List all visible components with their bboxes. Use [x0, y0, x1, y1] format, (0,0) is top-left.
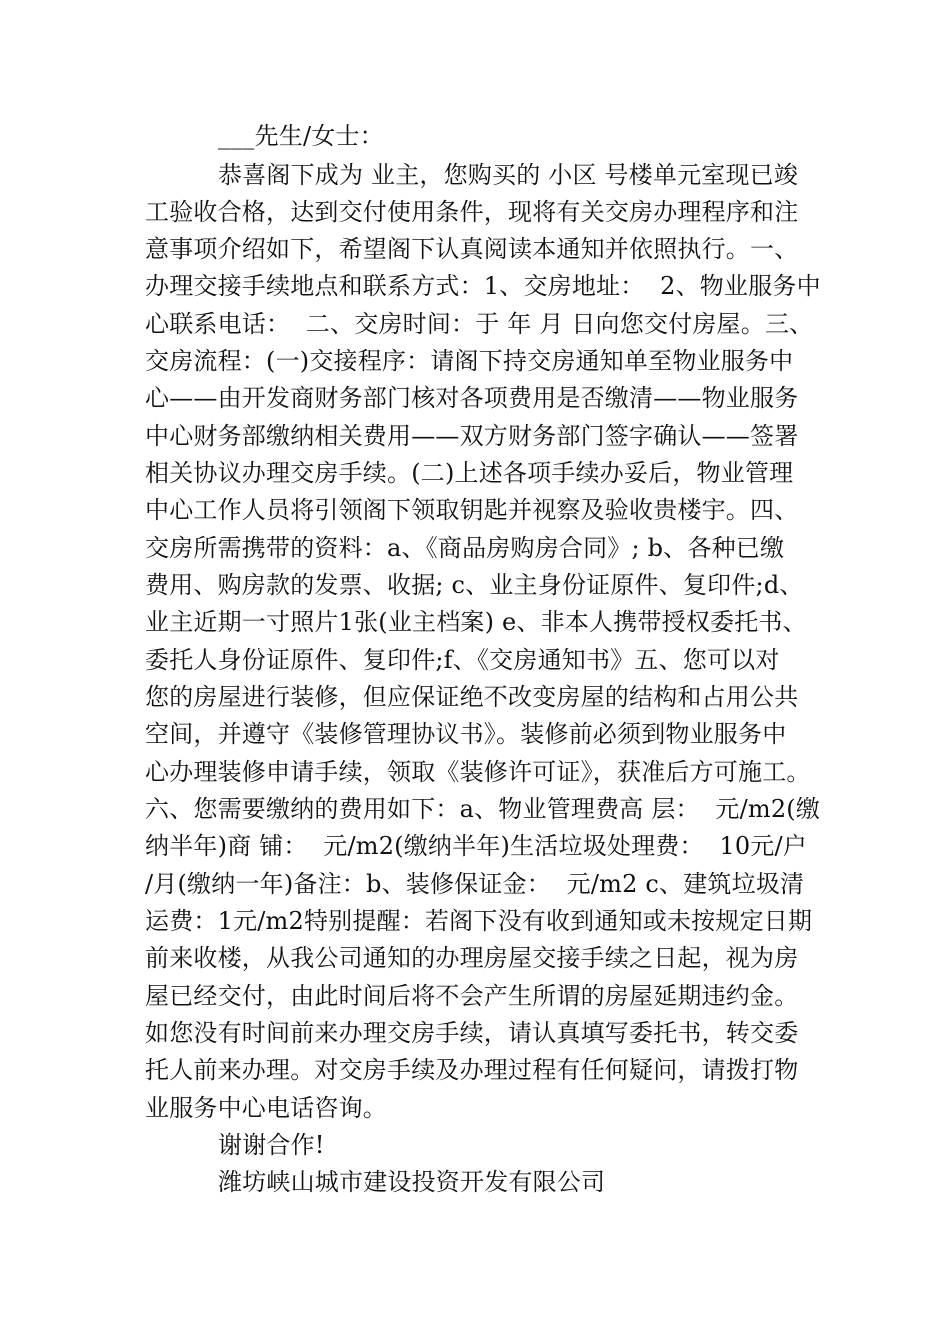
body-line: 托人前来办理。对交房手续及办理过程有任何疑问，请拨打物: [145, 1056, 799, 1084]
body-line: 恭喜阁下成为 业主，您购买的 小区 号楼单元室现已竣: [218, 161, 799, 189]
body-line: 如您没有时间前来办理交房手续，请认真填写委托书，转交委: [145, 1019, 799, 1047]
body-line: 交房流程：(一)交接程序：请阁下持交房通知单至物业服务中: [145, 347, 794, 375]
body-line: 空间，并遵守《装修管理协议书》。装修前必须到物业服务中: [145, 720, 787, 748]
body-line: 您的房屋进行装修，但应保证绝不改变房屋的结构和占用公共: [145, 683, 799, 711]
body-line: 中心工作人员将引领阁下领取钥匙并视察及验收贵楼宇。四、: [145, 496, 799, 524]
body-line: 办理交接手续地点和联系方式：1、交房地址： 2、物业服务中: [145, 272, 821, 300]
body-line: 屋已经交付，由此时间后将不会产生所谓的房屋延期违约金。: [145, 982, 799, 1010]
body-line: 意事项介绍如下，希望阁下认真阅读本通知并依照执行。一、: [145, 235, 799, 263]
body-line: 心办理装修申请手续，领取《装修许可证》，获准后方可施工。: [145, 758, 811, 786]
body-line: 相关协议办理交房手续。(二)上述各项手续办妥后，物业管理: [145, 459, 794, 487]
closing: 谢谢合作!: [218, 1131, 325, 1159]
body-line: 业服务中心电话咨询。: [145, 1094, 387, 1122]
body-line: /月(缴纳一年)备注：b、装修保证金： 元/m2 c、建筑垃圾清: [145, 870, 805, 898]
body-line: 运费：1元/m2特别提醒：若阁下没有收到通知或未按规定日期: [145, 907, 813, 935]
body-line: 业主近期一寸照片1张(业主档案) e、非本人携带授权委托书、: [145, 608, 807, 636]
body-line: 前来收楼，从我公司通知的办理房屋交接手续之日起，视为房: [145, 944, 799, 972]
company-name: 潍坊峡山城市建设投资开发有限公司: [218, 1168, 606, 1196]
body-line: 心——由开发商财务部门核对各项费用是否缴清——物业服务: [145, 384, 799, 412]
body-line: 六、您需要缴纳的费用如下：a、物业管理费高 层： 元/m2(缴: [145, 795, 821, 823]
body-line: 心联系电话： 二、交房时间：于 年 月 日向您交付房屋。三、: [145, 310, 814, 338]
body-line: 中心财务部缴纳相关费用——双方财务部门签字确认——签署: [145, 422, 799, 450]
body-line: 工验收合格，达到交付使用条件，现将有关交房办理程序和注: [145, 198, 799, 226]
body-line: 交房所需携带的资料：a、《商品房购房合同》; b、各种已缴: [145, 534, 785, 562]
body-line: 纳半年)商 铺： 元/m2(缴纳半年)生活垃圾处理费： 10元/户: [145, 832, 807, 860]
salutation: ___先生/女士：: [218, 122, 384, 150]
body-line: 费用、购房款的发票、收据; c、业主身份证原件、复印件;d、: [145, 571, 804, 599]
body-line: 委托人身份证原件、复印件;f、《交房通知书》五、您可以对: [145, 646, 780, 674]
